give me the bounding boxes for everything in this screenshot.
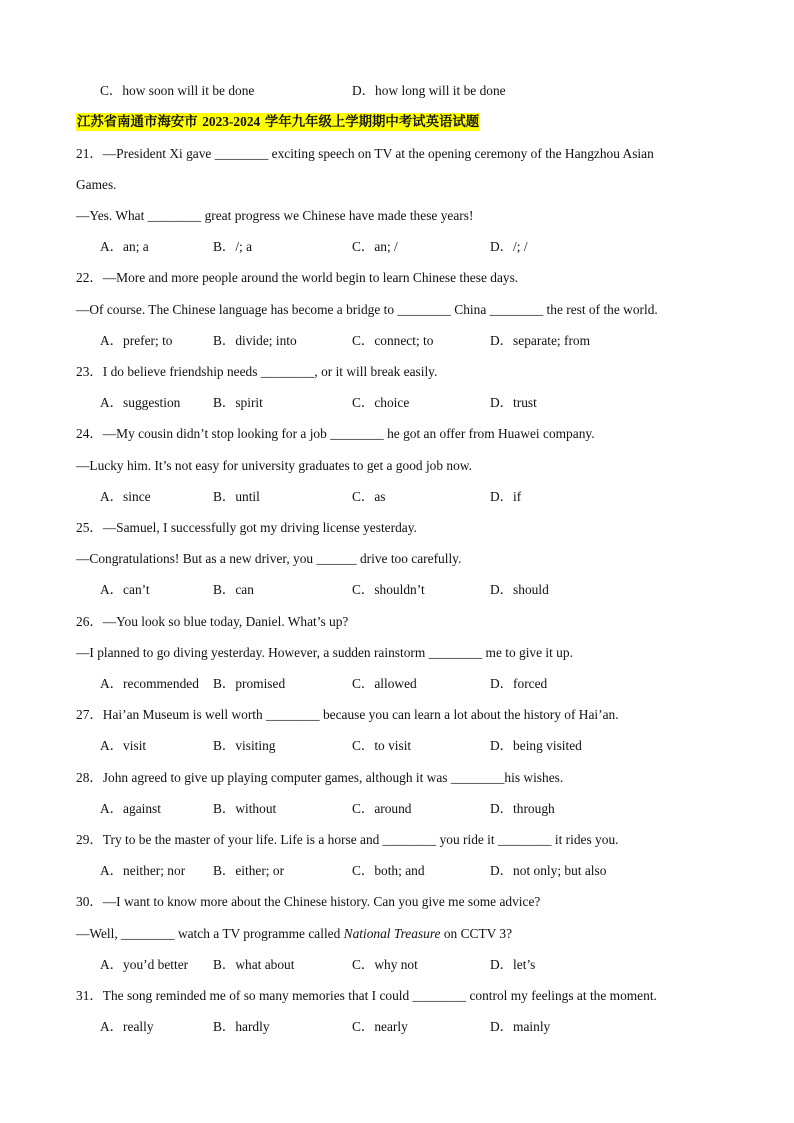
question-24-line-2: —Lucky him. It’s not easy for university graduates to get a good job now.: [76, 458, 472, 473]
option-d: D．if: [490, 489, 522, 504]
question-25-line-1: 25．—Samuel, I successfully got my driving license yesterday.: [76, 520, 417, 535]
question-26-line-2: —I planned to go diving yesterday. However, a sudden rainstorm ________ me to give it up.: [76, 645, 573, 660]
option-c: C．an; /: [352, 239, 398, 254]
option-b: B．promised: [213, 676, 286, 691]
option-b: B．either; or: [213, 863, 285, 878]
option-a: A．really: [100, 1019, 154, 1034]
option-c: C．shouldn’t: [352, 582, 425, 597]
option-d: D．should: [490, 582, 549, 597]
option-a: A．against: [100, 801, 161, 816]
option-d: D．trust: [490, 395, 537, 410]
question-22-line-1: 22．—More and more people around the world begin to learn Chinese these days.: [76, 270, 519, 285]
option-a: A．neither; nor: [100, 863, 186, 878]
question-28-line-1: 28．John agreed to give up playing computer games, although it was ________his wishes.: [76, 770, 564, 785]
question-30-line-2-start: —Well, ________ watch a TV programme called: [76, 926, 344, 941]
exam-title-region: 江苏省南通市海安市: [77, 115, 203, 130]
option-d: D．mainly: [490, 1019, 551, 1034]
option-a: A．since: [100, 489, 151, 504]
question-30-line-2: [76, 926, 512, 942]
option-c: C．how soon will it be done: [100, 83, 255, 98]
option-b: B．can: [213, 582, 254, 597]
exam-title-name: 学年九年级上学期期中考试英语试题: [260, 115, 480, 130]
option-a: A．can’t: [100, 582, 150, 597]
option-d: D．/; /: [490, 239, 528, 254]
option-b: B．what about: [213, 957, 295, 972]
option-a: A．recommended: [100, 676, 199, 691]
exam-title-year: 2023-2024: [202, 114, 261, 129]
option-c: C．around: [352, 801, 412, 816]
option-b: B．until: [213, 489, 260, 504]
question-31-line-1: 31．The song reminded me of so many memories that I could ________ control my feelings at the moment.: [76, 988, 657, 1003]
question-27-line-1: 27．Hai’an Museum is well worth ________ because you can learn a lot about the history of Hai’an.: [76, 707, 619, 722]
question-30-line-2-end: on CCTV 3?: [440, 926, 513, 941]
option-c: C．as: [352, 489, 386, 504]
option-d: D．how long will it be done: [352, 83, 506, 98]
option-b: B．/; a: [213, 239, 253, 254]
question-26-line-1: 26．—You look so blue today, Daniel. What’s up?: [76, 614, 349, 629]
option-c: C．allowed: [352, 676, 417, 691]
option-d: D．let’s: [490, 957, 536, 972]
question-29-line-1: 29．Try to be the master of your life. Life is a horse and ________ you ride it ________ it rides you.: [76, 832, 619, 847]
option-a: A．suggestion: [100, 395, 181, 410]
question-23-line-1: 23．I do believe friendship needs ________, or it will break easily.: [76, 364, 438, 379]
option-b: B．divide; into: [213, 333, 297, 348]
option-a: A．you’d better: [100, 957, 189, 972]
question-21-line-2: Games.: [76, 177, 117, 192]
exam-title-highlight: [76, 113, 480, 131]
option-d: D．forced: [490, 676, 548, 691]
option-c: C．both; and: [352, 863, 425, 878]
option-d: D．not only; but also: [490, 863, 607, 878]
option-c: C．connect; to: [352, 333, 434, 348]
option-a: A．an; a: [100, 239, 149, 254]
programme-title: National Treasure: [343, 926, 441, 941]
option-d: D．through: [490, 801, 555, 816]
question-25-line-2: —Congratulations! But as a new driver, you ______ drive too carefully.: [76, 551, 462, 566]
question-21-line-1: 21．—President Xi gave ________ exciting speech on TV at the opening ceremony of the Hangzhou Asian: [76, 146, 654, 161]
question-22-line-2: —Of course. The Chinese language has become a bridge to ________ China ________ the rest of the world.: [76, 302, 658, 317]
option-b: B．without: [213, 801, 277, 816]
option-b: B．hardly: [213, 1019, 270, 1034]
option-a: A．prefer; to: [100, 333, 173, 348]
question-21-line-3: —Yes. What ________ great progress we Chinese have made these years!: [76, 208, 474, 223]
option-c: C．nearly: [352, 1019, 408, 1034]
option-d: D．being visited: [490, 738, 582, 753]
option-a: A．visit: [100, 738, 147, 753]
option-b: B．visiting: [213, 738, 276, 753]
option-c: C．choice: [352, 395, 410, 410]
option-c: C．to visit: [352, 738, 412, 753]
option-c: C．why not: [352, 957, 418, 972]
question-30-line-1: 30．—I want to know more about the Chinese history. Can you give me some advice?: [76, 894, 541, 909]
option-b: B．spirit: [213, 395, 263, 410]
option-d: D．separate; from: [490, 333, 591, 348]
question-24-line-1: 24．—My cousin didn’t stop looking for a job ________ he got an offer from Huawei company.: [76, 426, 595, 441]
